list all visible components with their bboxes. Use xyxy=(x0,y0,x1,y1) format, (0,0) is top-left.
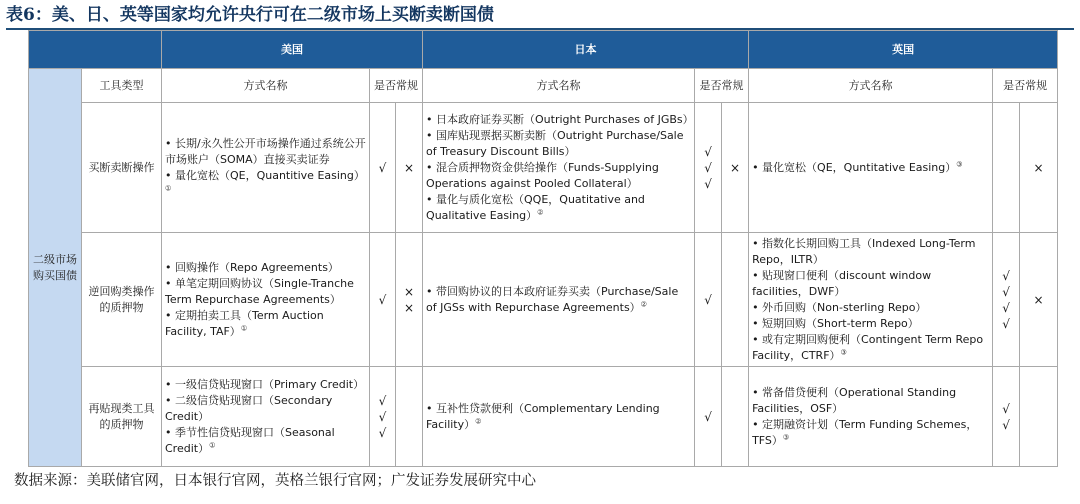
check-mark: √ xyxy=(704,144,712,159)
us-method-cell xyxy=(162,367,370,467)
method-text: • 日本政府证券买断（Outright Purchases of JGBs） xyxy=(426,112,694,126)
table-row xyxy=(29,233,1058,367)
us-method-cell xyxy=(162,103,370,233)
tool-type-cell: 买断卖断操作 xyxy=(82,103,162,233)
method-item xyxy=(165,377,366,393)
us-yes-cell xyxy=(370,233,396,367)
us-no-cell xyxy=(396,367,423,467)
method-text: • 回购操作（Repo Agreements） xyxy=(165,260,339,274)
uk-yes-cell xyxy=(993,233,1020,367)
header-tool-type: 工具类型 xyxy=(82,69,162,103)
method-item xyxy=(426,160,691,192)
check-mark: √ xyxy=(1002,284,1010,299)
cross-mark: × xyxy=(403,284,415,299)
footnote-mark: ③ xyxy=(782,432,790,441)
check-mark: √ xyxy=(1002,316,1010,331)
footnote-mark: ② xyxy=(640,299,647,308)
jp-method-cell xyxy=(423,233,695,367)
comparison-table xyxy=(28,30,1058,467)
footnote-mark: ① xyxy=(240,323,248,332)
header-uk-regular: 是否常规 xyxy=(993,69,1058,103)
header-us-regular: 是否常规 xyxy=(370,69,423,103)
cross-mark: × xyxy=(1033,292,1044,307)
us-yes-cell xyxy=(370,103,396,233)
cross-mark: × xyxy=(403,300,415,315)
method-text: • 量化与质化宽松（QQE，Quatitative and Qualitative Easing） xyxy=(426,192,645,222)
method-text: • 量化宽松（QE，Quantitive Easing） xyxy=(165,168,365,182)
us-yes-cell xyxy=(370,367,396,467)
jp-no-cell xyxy=(722,103,749,233)
jp-method-cell xyxy=(423,103,695,233)
footnote-mark: ③ xyxy=(840,347,847,356)
jp-yes-cell xyxy=(695,367,722,467)
uk-method-cell xyxy=(749,367,993,467)
method-item xyxy=(165,393,366,425)
check-mark: √ xyxy=(1002,401,1010,416)
footnote-mark: ① xyxy=(209,440,216,449)
header-uk-method: 方式名称 xyxy=(749,69,993,103)
jp-yes-cell xyxy=(695,233,722,367)
method-text: • 或有定期回购便利（Contingent Term Repo Facility，CTRF） xyxy=(752,332,984,362)
uk-yes-cell xyxy=(993,103,1020,233)
footnote-mark: ② xyxy=(537,207,544,216)
method-item xyxy=(426,192,691,224)
method-text: • 外币回购（Non-sterling Repo） xyxy=(752,300,927,314)
category-cell: 二级市场购买国债 xyxy=(29,69,82,467)
method-text: • 国库贴现票据买断卖断（Outright Purchase/Sale of Treasury Discount Bills） xyxy=(426,128,684,158)
method-item xyxy=(165,425,366,457)
jp-no-cell xyxy=(722,367,749,467)
header-row xyxy=(29,69,1058,103)
method-item xyxy=(426,128,691,160)
country-jp: 日本 xyxy=(423,31,749,69)
method-text: • 互补性贷款便利（Complementary Lending Facility） xyxy=(426,401,660,431)
table-row xyxy=(29,103,1058,233)
check-mark: √ xyxy=(1002,268,1010,283)
method-text: • 单笔定期回购协议（Single-Tranche Term Repurchase Agreements） xyxy=(165,276,354,306)
check-mark: √ xyxy=(1002,417,1010,432)
check-mark: √ xyxy=(378,425,387,440)
method-text: • 二级信贷贴现窗口（Secondary Credit） xyxy=(165,393,333,423)
check-mark: √ xyxy=(378,160,387,175)
uk-no-cell xyxy=(1020,367,1058,467)
check-mark: √ xyxy=(704,292,712,307)
country-band xyxy=(29,31,1058,69)
method-text: • 混合质押物资金供给操作（Funds-Supplying Operations against Pooled Collateral） xyxy=(426,160,659,190)
method-text: • 常备借贷便利（Operational Standing Facilities，OSF） xyxy=(752,385,957,415)
method-item xyxy=(752,268,989,300)
method-text: • 量化宽松（QE，Quntitative Easing） xyxy=(752,160,957,174)
uk-no-cell xyxy=(1020,233,1058,367)
method-item xyxy=(752,316,989,332)
check-mark: √ xyxy=(378,409,387,424)
table-title: 表6：美、日、英等国家均允许央行可在二级市场上买断卖断国债 xyxy=(6,5,494,25)
country-uk: 英国 xyxy=(749,31,1058,69)
header-us-method: 方式名称 xyxy=(162,69,370,103)
method-text: • 带回购协议的日本政府证券买卖（Purchase/Sale of JGSs with Repurchase Agreements） xyxy=(426,284,679,314)
method-item xyxy=(752,417,989,449)
method-item xyxy=(165,136,366,168)
header-jp-method: 方式名称 xyxy=(423,69,695,103)
source-note: 数据来源：美联储官网，日本银行官网，英格兰银行官网；广发证券发展研究中心 xyxy=(14,473,536,489)
header-jp-regular: 是否常规 xyxy=(695,69,749,103)
method-item xyxy=(426,112,694,128)
us-method-cell xyxy=(162,233,370,367)
method-text: • 定期拍卖工具（Term Auction Facility, TAF） xyxy=(165,308,324,338)
uk-yes-cell xyxy=(993,367,1020,467)
tool-type-cell: 再贴现类工具的质押物 xyxy=(82,367,162,467)
jp-method-cell xyxy=(423,367,695,467)
cross-mark: × xyxy=(1033,160,1044,175)
footnote-mark: ③ xyxy=(956,159,963,168)
jp-no-cell xyxy=(722,233,749,367)
check-mark: √ xyxy=(378,292,387,307)
method-text: • 指数化长期回购工具（Indexed Long-Term Repo，ILTR） xyxy=(752,236,976,266)
cross-mark: × xyxy=(403,160,415,175)
country-us: 美国 xyxy=(162,31,423,69)
us-no-cell xyxy=(396,103,423,233)
method-item xyxy=(165,276,366,308)
method-item xyxy=(165,308,366,340)
method-text: • 一级信贷贴现窗口（Primary Credit） xyxy=(165,377,365,391)
method-item xyxy=(752,236,989,268)
check-mark: √ xyxy=(704,160,712,175)
cross-mark: × xyxy=(730,160,741,175)
check-mark: √ xyxy=(704,176,712,191)
check-mark: √ xyxy=(704,409,712,424)
method-item xyxy=(752,385,989,417)
jp-yes-cell xyxy=(695,103,722,233)
footnote-mark: ② xyxy=(475,416,482,425)
method-text: • 长期/永久性公开市场操作通过系统公开市场账户（SOMA）直接买卖证券 xyxy=(165,136,366,166)
method-text: • 贴现窗口便利（discount window facilities，DWF） xyxy=(752,268,932,298)
method-item xyxy=(752,160,989,176)
method-item xyxy=(752,332,989,364)
method-item xyxy=(426,284,691,316)
method-text: • 短期回购（Short-term Repo） xyxy=(752,316,919,330)
method-item xyxy=(165,168,366,200)
method-item xyxy=(426,401,691,433)
uk-method-cell xyxy=(749,233,993,367)
check-mark: √ xyxy=(378,393,387,408)
uk-method-cell xyxy=(749,103,993,233)
method-item xyxy=(165,260,366,276)
footnote-mark: ① xyxy=(165,183,172,192)
us-no-cell xyxy=(396,233,423,367)
uk-no-cell xyxy=(1020,103,1058,233)
method-text: • 定期融资计划（Term Funding Schemes，TFS） xyxy=(752,417,978,447)
method-item xyxy=(752,300,989,316)
check-mark: √ xyxy=(1002,300,1010,315)
table-row xyxy=(29,367,1058,467)
method-text: • 季节性信贷贴现窗口（Seasonal Credit） xyxy=(165,425,335,455)
tool-type-cell: 逆回购类操作的质押物 xyxy=(82,233,162,367)
